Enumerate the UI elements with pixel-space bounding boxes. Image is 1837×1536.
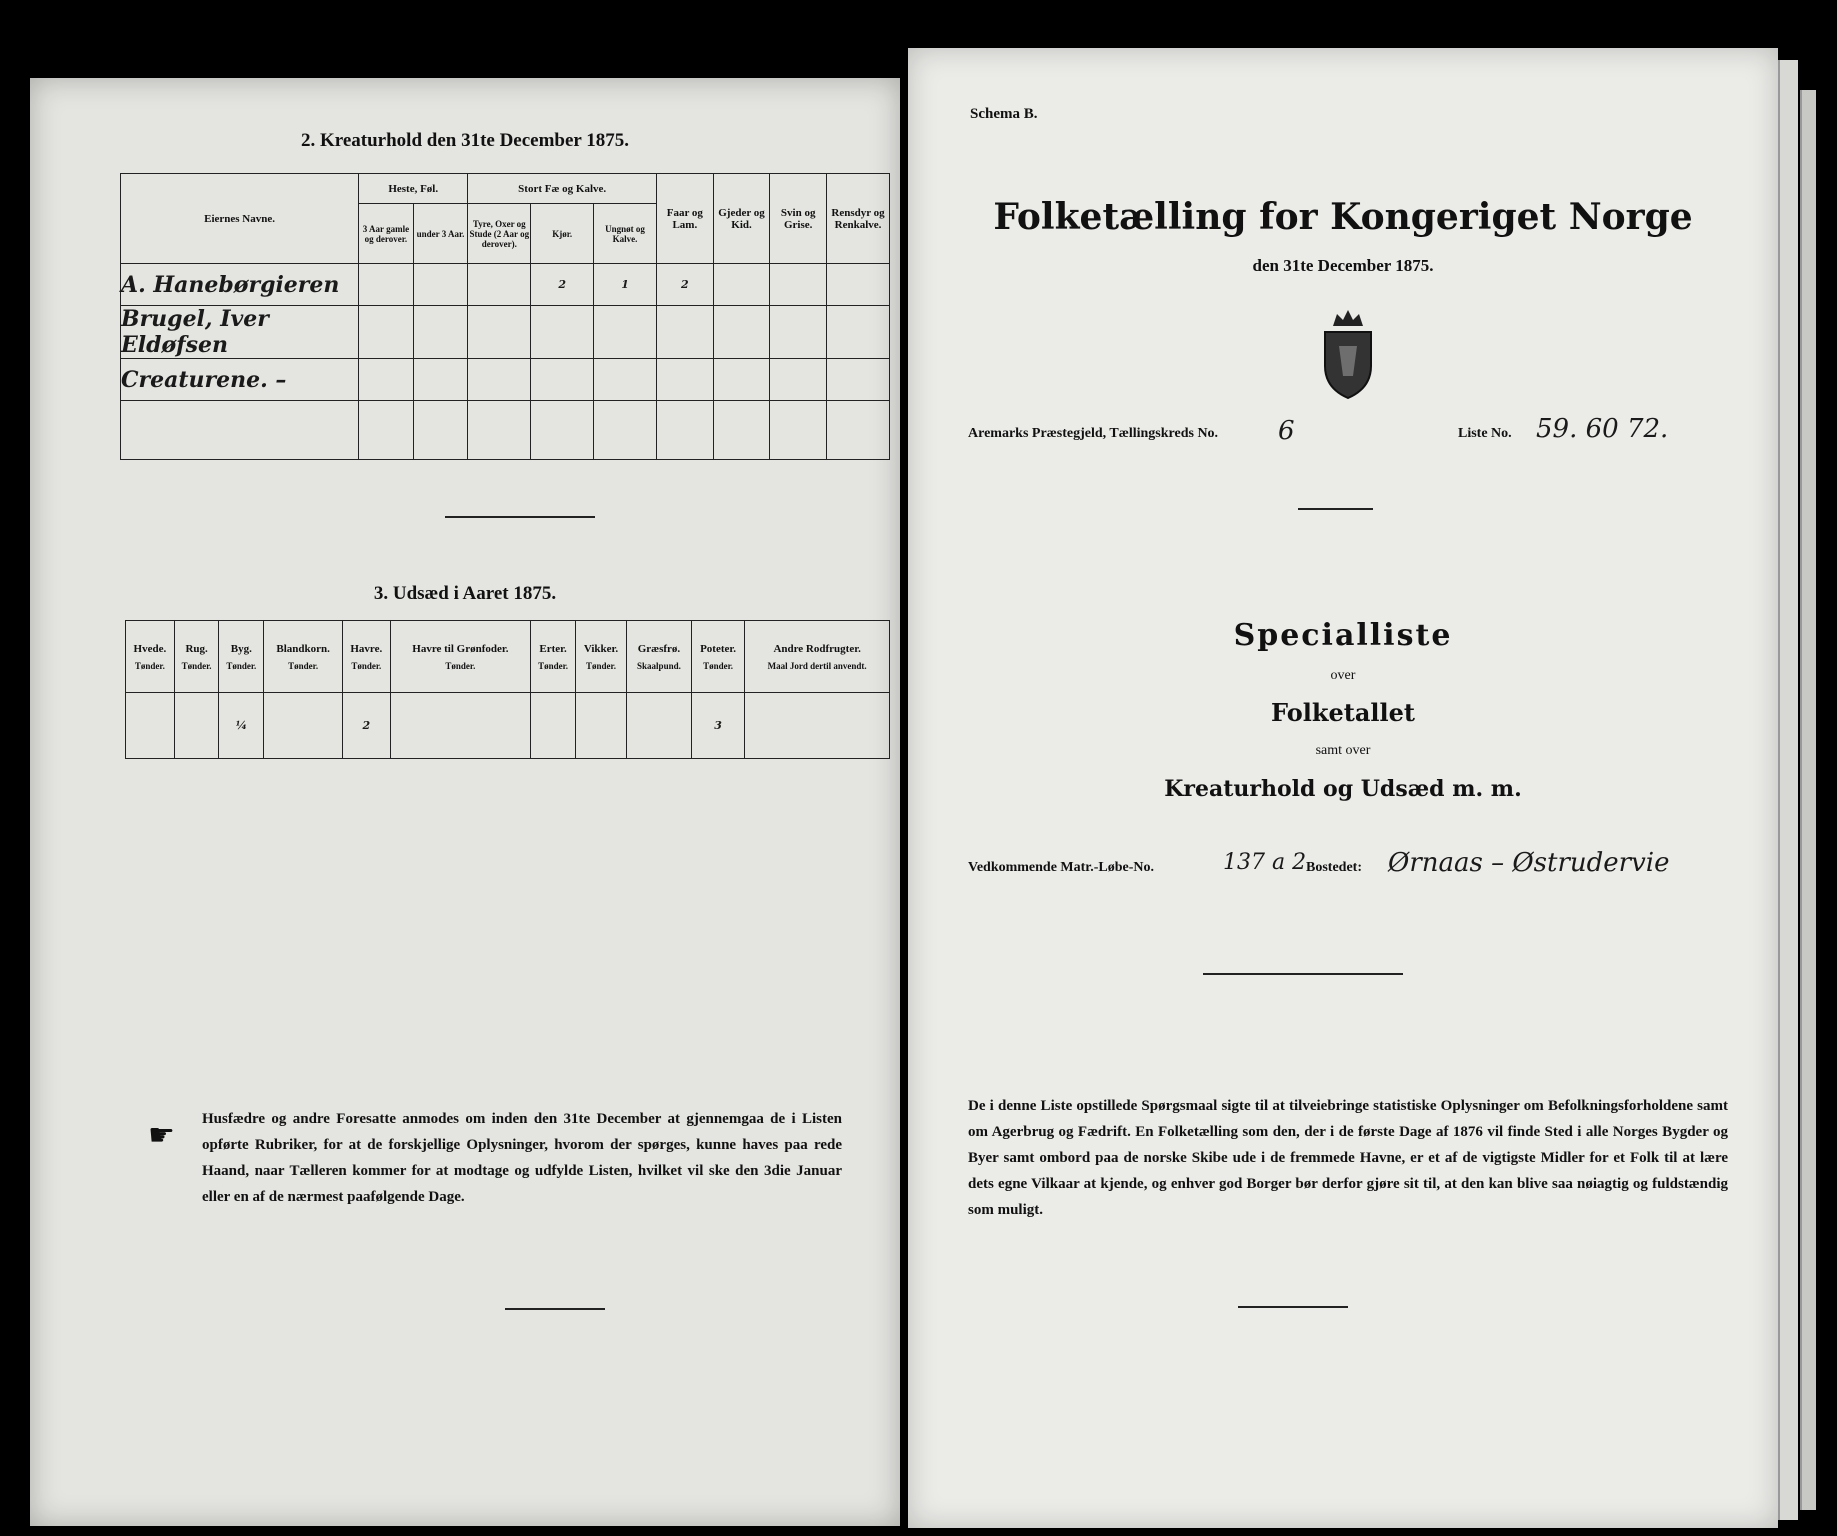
owner-cell: Brugel, Iver Eldøfsen xyxy=(121,306,359,359)
crop-header xyxy=(575,621,626,693)
horses-young-header: under 3 Aar. xyxy=(413,204,468,264)
divider xyxy=(445,516,595,518)
bosted-label: Bostedet: xyxy=(1306,860,1362,875)
sheep-cell: 2 xyxy=(656,264,713,306)
table-row xyxy=(121,306,890,359)
table-row xyxy=(121,359,890,401)
crop-value xyxy=(390,693,531,759)
crop-value xyxy=(627,693,692,759)
divider xyxy=(1238,1306,1348,1308)
pigs-header: Svin og Grise. xyxy=(770,174,827,264)
pointing-hand-icon: ☛ xyxy=(148,1119,175,1152)
special-title: Specialliste xyxy=(1233,618,1453,653)
horses-header: Heste, Føl. xyxy=(359,174,468,204)
crop-value: 2 xyxy=(343,693,391,759)
crop-name: Hvede. xyxy=(133,642,167,655)
over-label: over xyxy=(1330,668,1356,683)
table-row xyxy=(121,264,890,306)
crop-unit: Tønder. xyxy=(538,660,569,671)
livestock-table xyxy=(120,173,890,460)
crop-name: Havre. xyxy=(350,642,383,655)
crop-unit: Tønder. xyxy=(288,660,319,671)
crop-table xyxy=(125,620,890,759)
right-notice-text: De i denne Liste opstillede Spørgsmaal sigte til at tilveiebringe statistiske Oplysninger om Befolkningsforholdene samt om Agerbrug og Fædrift. En Folketælling som den, der i de første Dage af 1876 vil finde Sted i alle Norges Bygder og Byer samt ombord paa de norske Skibe ude i de fremmede Havne, er et af de vigtigste Midler for et Folk til at lære dets egne Vilkaar at kjende, og enhver god Borger bør derfor gjøre sit til, at den kan blive saa nøiagtig og fuldstændig som muligt. xyxy=(968,1098,1728,1218)
crop-unit: Maal Jord dertil anvendt. xyxy=(767,660,867,671)
crop-name: Vikker. xyxy=(583,642,619,655)
liste-label: Liste No. xyxy=(1458,426,1512,441)
owner-cell: A. Hanebørgieren xyxy=(121,264,359,306)
section3-title: 3. Udsæd i Aaret 1875. xyxy=(373,583,557,604)
schema-label: Schema B. xyxy=(970,106,1038,122)
table-row xyxy=(126,693,890,759)
sheep-header: Faar og Lam. xyxy=(656,174,713,264)
divider xyxy=(1203,973,1403,975)
crop-name: Rug. xyxy=(185,642,208,655)
main-title: Folketælling for Kongeriget Norge xyxy=(993,196,1693,238)
samt-over-label: samt over xyxy=(1315,743,1371,758)
owner-header: Eiernes Navne. xyxy=(121,174,359,264)
goats-header: Gjeder og Kid. xyxy=(713,174,770,264)
crop-header xyxy=(174,621,219,693)
crop-header xyxy=(126,621,175,693)
cattle-header: Stort Fæ og Kalve. xyxy=(468,174,657,204)
crop-header xyxy=(219,621,264,693)
page-edge xyxy=(1778,60,1798,1520)
crop-header xyxy=(390,621,531,693)
bulls-header: Tyre, Oxer og Stude (2 Aar og derover). xyxy=(468,204,531,264)
folketallet-title: Folketallet xyxy=(1271,698,1415,727)
crop-unit: Tønder. xyxy=(181,660,212,671)
left-notice xyxy=(202,1106,842,1210)
cows-header: Kjør. xyxy=(531,204,594,264)
horses-old-header: 3 Aar gamle og derover. xyxy=(359,204,414,264)
crop-unit: Tønder. xyxy=(351,660,382,671)
crop-unit: Tønder. xyxy=(226,660,257,671)
right-notice xyxy=(968,1093,1728,1223)
crop-name: Byg. xyxy=(230,642,252,655)
crop-value: 3 xyxy=(691,693,744,759)
crop-name: Græsfrø. xyxy=(637,642,681,655)
crop-value xyxy=(126,693,175,759)
kreatur-title: Kreaturhold og Udsæd m. m. xyxy=(1164,776,1522,802)
crop-header xyxy=(531,621,576,693)
crop-header xyxy=(627,621,692,693)
crop-unit: Tønder. xyxy=(586,660,616,671)
crop-value xyxy=(745,693,890,759)
reindeer-header: Rensdyr og Renkalve. xyxy=(827,174,890,264)
coat-of-arms-icon xyxy=(1313,306,1383,401)
left-notice-text: Husfædre og andre Foresatte anmodes om inden den 31te December at gjennemgaa de i Listen opførte Rubriker, for at de forskjellige Oplysninger, hvorom der spørges, kunne haves paa rede Haand, naar Tælleren kommer for at modtage og udfylde Listen, hvilket vil ske den 3die Januar eller en af de nærmest paafølgende Dage. xyxy=(202,1111,842,1205)
crop-unit: Skaalpund. xyxy=(637,660,681,671)
crop-header xyxy=(343,621,391,693)
crop-name: Blandkorn. xyxy=(276,642,330,655)
divider xyxy=(505,1308,605,1310)
crop-name: Havre til Grønfoder. xyxy=(412,642,509,655)
crop-header xyxy=(745,621,890,693)
crop-value xyxy=(264,693,343,759)
crop-unit: Tønder. xyxy=(703,660,734,671)
crop-name: Erter. xyxy=(539,642,567,655)
crop-name: Poteter. xyxy=(700,642,737,655)
cows-cell: 2 xyxy=(531,264,594,306)
right-page xyxy=(908,48,1778,1528)
crop-header xyxy=(264,621,343,693)
crop-value xyxy=(531,693,576,759)
crop-value xyxy=(174,693,219,759)
crop-unit: Tønder. xyxy=(445,660,476,671)
section2-title: 2. Kreaturhold den 31te December 1875. xyxy=(300,130,630,151)
young-cell: 1 xyxy=(594,264,657,306)
owner-cell: Creaturene. – xyxy=(121,359,359,401)
crop-name: Andre Rodfrugter. xyxy=(773,642,861,655)
crop-unit: Tønder. xyxy=(134,660,165,671)
young-cattle-header: Ungnøt og Kalve. xyxy=(594,204,657,264)
bosted-value: Ørnaas – Østrudervie xyxy=(1388,848,1670,878)
crop-value xyxy=(575,693,626,759)
crop-header xyxy=(691,621,744,693)
census-date: den 31te December 1875. xyxy=(1252,256,1434,275)
left-page xyxy=(30,78,900,1526)
liste-number: 59. 60 72. xyxy=(1536,414,1669,444)
parish-number: 6 xyxy=(1278,416,1295,446)
parish-label: Aremarks Præstegjeld, Tællingskreds No. xyxy=(968,426,1219,441)
matr-value: 137 a 2 xyxy=(1223,850,1307,875)
matr-label: Vedkommende Matr.-Løbe-No. xyxy=(968,860,1155,875)
crop-value: ¼ xyxy=(219,693,264,759)
page-edge xyxy=(1800,90,1816,1510)
divider xyxy=(1298,508,1373,510)
